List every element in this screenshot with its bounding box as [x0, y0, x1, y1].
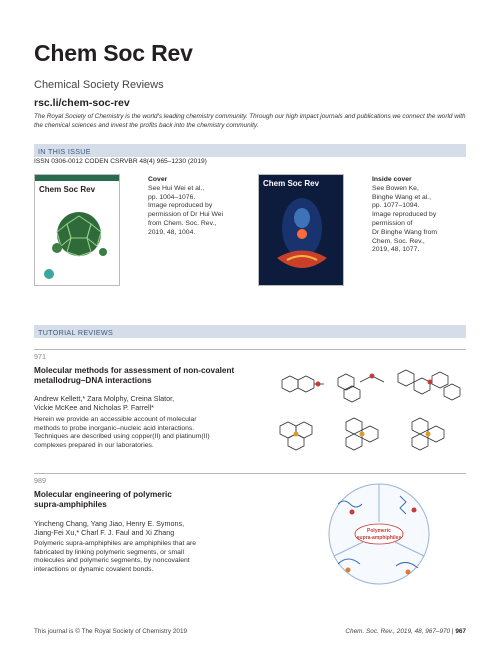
divider [34, 473, 466, 474]
supra-amphiphile-graphic [308, 482, 450, 586]
in-this-issue-bar: IN THIS ISSUE [34, 144, 466, 157]
tutorial-reviews-bar: TUTORIAL REVIEWS [34, 325, 466, 338]
article-title[interactable]: Molecular engineering of polymeric supra-amphiphiles [34, 490, 172, 509]
footer-citation: Chem. Soc. Rev., 2019, 48, 967–970 | 967 [345, 628, 466, 635]
article-title[interactable]: Molecular methods for assessment of non-covalent metallodrug–DNA interactions [34, 366, 235, 385]
graphic-label: supra-amphiphiles [356, 535, 402, 541]
footer-copyright: This journal is © The Royal Society of Chemistry 2019 [34, 628, 188, 635]
journal-title: Chem Soc Rev [34, 40, 193, 66]
cover-thumb-title: Chem Soc Rev [39, 185, 96, 194]
molecular-body-graphic [259, 188, 344, 286]
inside-cover-thumbnail[interactable] [258, 174, 344, 286]
divider [34, 349, 466, 350]
inside-cover-thumb-title: Chem Soc Rev [263, 179, 320, 188]
article-page-number[interactable]: 989 [34, 476, 46, 485]
rsc-blurb: The Royal Society of Chemistry is the world's leading chemistry community. Through our high impact journals and publications we connect the world with the chemical sciences and invest the profits back into the chemistry community. [34, 113, 466, 129]
footer-page-number: 967 [455, 628, 466, 635]
metallodrug-structures-graphic [268, 362, 468, 466]
journal-url[interactable]: rsc.li/chem-soc-rev [34, 97, 130, 109]
article-abstract: Polymeric supra-amphiphiles are amphiphiles that are fabricated by linking polymeric segments, or small molecules and polymeric segments, by noncovalent interactions or dynamic covalent bonds. [34, 540, 197, 573]
article-page-number[interactable]: 971 [34, 352, 46, 361]
journal-subtitle: Chemical Society Reviews [34, 79, 164, 91]
cover-caption: Cover See Hui Wei et al., pp. 1004–1076. Image reproduced by permission of Dr Hui Wei from Chem. Soc. Rev., 2019, 48, 1004. [148, 176, 224, 236]
article-authors: Andrew Kellett,* Zara Molphy, Creina Slator, Vickie McKee and Nicholas P. Farrell* [34, 394, 175, 412]
article-authors: Yincheng Chang, Yang Jiao, Henry E. Symons, Jiang-Fei Xu,* Charl F. J. Faul and Xi Zhang [34, 519, 185, 537]
article-abstract: Herein we provide an accessible account of molecular methods to probe inorganic–nucleic acid interactions. Techniques are described using copper(II) and platinum(II) complexes prepared in our laboratories. [34, 416, 210, 449]
graphic-label: Polymeric [367, 528, 391, 534]
inside-cover-caption: Inside cover See Bowen Ke, Binghe Wang et al., pp. 1077–1094. Image reproduced by permission of Dr Binghe Wang from Chem. Soc. Rev., 2019, 48, 1077. [372, 176, 438, 254]
fullerene-cage-graphic [35, 194, 120, 284]
issn-line: ISSN 0306-0012 CODEN CSRVBR 48(4) 965–1230 (2019) [34, 158, 207, 165]
cover-thumbnail[interactable] [34, 174, 120, 286]
